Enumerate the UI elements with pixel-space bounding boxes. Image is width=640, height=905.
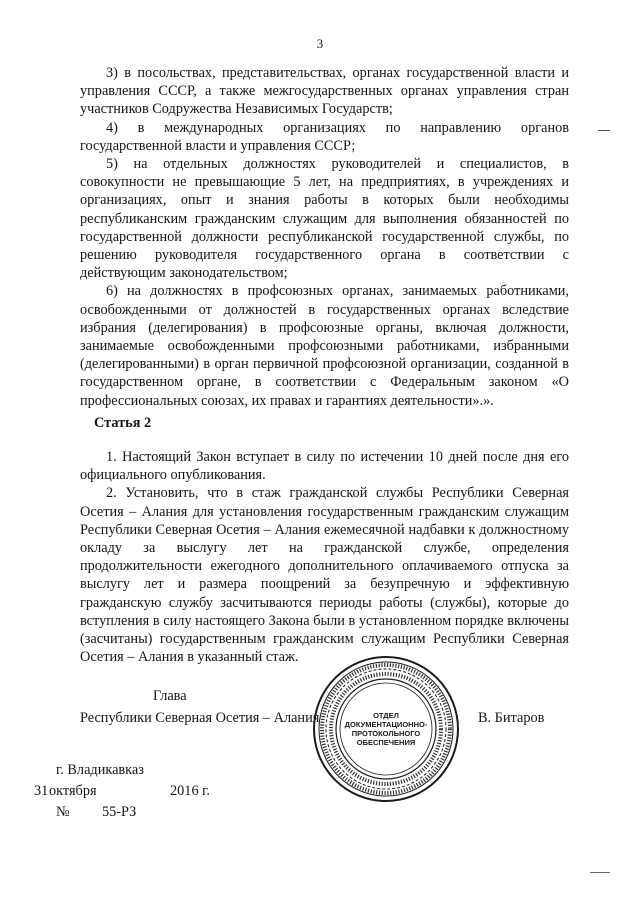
signature-title-line1: Глава [153, 688, 187, 704]
seal-text-line: ПРОТОКОЛЬНОГО [351, 729, 421, 738]
page-number: 3 [316, 36, 324, 51]
official-seal [312, 655, 460, 803]
date-year: 2016 г. [170, 783, 210, 799]
body-text-part1 [80, 64, 569, 410]
paragraph-item-3: 3) в посольствах, представительствах, органах государственной власти и управления СССР, а также межгосударственных органах управления стран участников Содружества Независимых Государств; [80, 65, 569, 118]
margin-mark [590, 872, 610, 873]
seal-text-line: ОБЕСПЕЧЕНИЯ [356, 738, 416, 747]
signer-name: В. Битаров [478, 710, 545, 726]
paragraph-item-4: 4) в международных организациях по направлению органов государственной власти и управления СССР; [80, 119, 569, 154]
seal-center-text [312, 655, 460, 803]
date-month: октября [49, 783, 97, 799]
article-paragraph-1: 1. Настоящий Закон вступает в силу по истечении 10 дней после дня его официального опубликования. [80, 449, 569, 484]
paragraph-item-5: 5) на отдельных должностях руководителей и специалистов, в совокупности не превышающие 5 лет, на предприятиях, в учреждениях и организациях, опыт и знания работы в которых были необходимы республиканским гражданским служащим для выполнения обязанностей по государственной должности республиканской государственной службы, по решению руководителя государственного органа в соответствии с действующим законодательством; [80, 156, 569, 282]
article-paragraph-2: 2. Установить, что в стаж гражданской службы Республики Северная Осетия – Алания для установления государственным гражданским служащим Республики Северная Осетия – Алания ежемесячной надбавки к должностному окладу за выслугу лет на гражданской службе, определения продолжительности ежегодного дополнительного оплачиваемого отпуска за выслугу лет и размера поощрений за безупречную и эффективную гражданскую службу засчитываются периоды работы (службы), которые до вступления в силу настоящего Закона были в установленном порядке включены (засчитаны) государственным гражданским служащим Республики Северная Осетия – Алания в указанный стаж. [80, 485, 569, 666]
signature-title-line2: Республики Северная Осетия – Алания [80, 710, 320, 726]
city: г. Владикавказ [56, 762, 144, 778]
seal-text-line: ДОКУМЕНТАЦИОННО- [344, 720, 428, 729]
law-number: 55-РЗ [102, 804, 137, 820]
article-heading: Статья 2 [94, 415, 152, 431]
paragraph-item-6: 6) на должностях в профсоюзных органах, занимаемых работниками, освобожденными от должностей в государственных органах вследствие избрания (делегирования) в профсоюзные органы, включая должности, занимаемые освобожденными профсоюзными работниками, избранными (делегированными) в орган первичной профсоюзной организации, созданной в государственном органе, в соответствии с Федеральным законом «О профессиональных союзах, их правах и гарантиях деятельности».». [80, 283, 569, 409]
number-sign: № [56, 804, 70, 820]
date-day: 31 [34, 783, 49, 799]
seal-text-line: ОТДЕЛ [373, 711, 399, 720]
body-text-part2 [80, 448, 569, 666]
margin-mark [598, 130, 610, 131]
